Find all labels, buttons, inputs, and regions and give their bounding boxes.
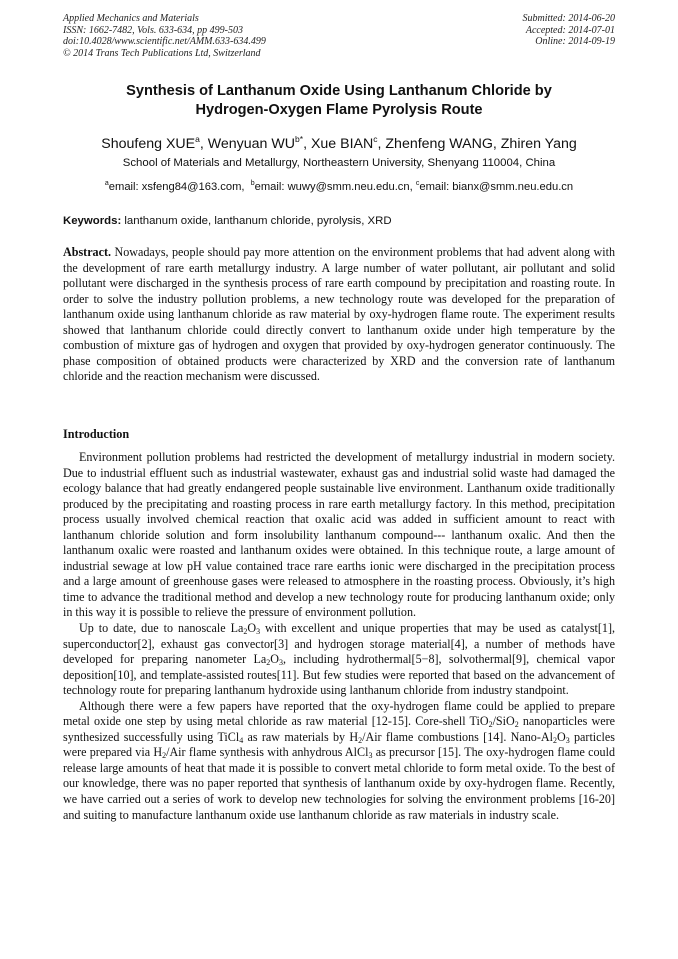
- subscript: 2: [514, 720, 519, 730]
- text-run: O: [247, 621, 257, 636]
- abstract-label: Abstract.: [63, 245, 112, 259]
- text-run: particles were prepared via H: [63, 729, 615, 760]
- author-1-mark: a: [195, 134, 200, 144]
- authors-rest: , Zhenfeng WANG, Zhiren Yang: [377, 136, 577, 152]
- subscript: 2: [266, 658, 271, 668]
- email-b-mark: b: [250, 180, 255, 187]
- author-2: , Wenyuan WU: [199, 136, 296, 152]
- text-run: O: [556, 729, 566, 744]
- journal-copyright: © 2014 Trans Tech Publications Ltd, Switzerland: [63, 47, 261, 59]
- subscript: 3: [256, 627, 261, 637]
- subscript: 3: [368, 751, 373, 761]
- text-run: with excellent and unique properties that may be used as catalyst[1], superconductor[2], exhaust gas convector[3] and hydrogen storage material[4], a number of methods have developed for preparing nanometer La: [63, 621, 616, 667]
- date-accepted: Accepted: 2014-07-01: [525, 24, 615, 36]
- abstract-text: Nowadays, people should pay more attention on the environment problems that had advent along with the development of rare earth metallurgy industry. A large number of water pollutant, air pollutant and solid pollutant were discharged in the synthesis process of rare earth compound by precipitation and roasting route. In order to solve the industry pollution problems, a new technology route was developed for the preparation of lanthanum oxide using lanthanum chloride as raw material by oxy-hydrogen flame route. The experiment results showed that lanthanum chloride could directly convert to lanthanum oxide under high temperature by the combustion of mixture gas of hydrogen and oxygen that provided by oxy-hydrogen generator continuously. The phase composition of obtained products were characterized by XRD and the conversion rate of lanthanum chloride and the reaction mechanism were discussed.: [63, 245, 615, 384]
- text-run: as raw materials by H: [243, 729, 359, 744]
- intro-paragraph-3: [63, 699, 615, 823]
- text-run: O: [270, 652, 280, 667]
- subscript: 2: [243, 627, 248, 637]
- text-run: /SiO: [492, 714, 515, 729]
- author-list: [63, 130, 615, 153]
- journal-issn: ISSN: 1662-7482, Vols. 633-634, pp 499-503: [63, 24, 243, 36]
- abstract: [63, 245, 615, 385]
- subscript: 2: [488, 720, 493, 730]
- paper-title: [63, 82, 615, 119]
- email-c-mark: c: [415, 180, 420, 187]
- paper-title-line-2: Hydrogen-Oxygen Flame Pyrolysis Route: [195, 101, 483, 118]
- email-b: email: wuwy@smm.neu.edu.cn,: [254, 181, 413, 193]
- affiliation: School of Materials and Metallurgy, Northeastern University, Shenyang 110004, China: [122, 157, 556, 169]
- text-run: /Air flame combustions [14]. Nano-Al: [362, 729, 553, 744]
- text-run: /Air flame synthesis with anhydrous AlCl: [166, 745, 369, 760]
- keywords-label: Keywords:: [63, 215, 122, 227]
- intro-paragraph-1: Environment pollution problems had restricted the development of metallurgy industrial in modern society. Due to industrial effluent such as industrial wastewater, exhaust gas and industrial solid waste had damaged the ecology balance that had greatly endangered people sustainable live environment. Lanthanum oxide traditionally produced by the precipitating and roasting process in rare earth metallurgy factory. In this method, precipitation process usually involved chemical reaction that oxalic acid was added in sufficient amount to react with lanthanum chloride solution and form insolubility lanthanum compound--- lanthanum oxalic. And then the lanthanum oxalic were roasted and lanthanum oxides were obtained. In this technique route, a large amount of industrial sewage at low pH value contained trace rare earths ionic were discharged in the precipitation process and a large amount of greenhouse gases were released to atmosphere in the roasting process. Obviously, it’s high time to advance the traditional method and develop a new technology route for producing lanthanum oxide; only in this way it is possible to relieve the pressure of environment pollution.: [63, 450, 615, 620]
- text-run: Up to date, due to nanoscale La: [79, 621, 244, 636]
- email-c: email: bianx@smm.neu.edu.cn: [419, 181, 574, 193]
- journal-name: Applied Mechanics and Materials: [63, 13, 199, 24]
- author-3-mark: c: [373, 134, 378, 144]
- text-run: nanoparticles were synthesized successfully using TiCl: [63, 714, 615, 744]
- text-run: Although there were a few papers have reported that the oxy-hydrogen flame could be applied to prepare metal oxide one step by using metal chloride as raw material [12-15]. Core-shell TiO: [63, 698, 615, 729]
- author-1: Shoufeng XUE: [101, 136, 196, 152]
- journal-info: [63, 13, 266, 59]
- text-run: , including hydrothermal[5−8], solvothermal[9], chemical vapor deposition[10], and template-assisted routes[11]. But few studies were reported that based on the advancement of technology route for preparing lanthanum hydroxide using lanthanum chloride from industry standpoint.: [63, 652, 615, 698]
- submission-dates: [523, 13, 616, 48]
- text-run: as precursor [15]. The oxy-hydrogen flame could release large amounts of heat that made it is possible to convert metal chloride to form metal oxide. To the best of our knowledge, there was no paper reported that synthesis of lanthanum oxide by oxy-hydrogen flame. Recently, we have carried out a series of work to develop new technologies for solving the environment problems [16-20] and suiting to manufacture lanthanum oxide use lanthanum chloride as raw materials in industry scale.: [63, 745, 616, 822]
- author-3: , Xue BIAN: [303, 136, 374, 152]
- introduction-body: [63, 450, 615, 823]
- intro-paragraph-2: [63, 621, 615, 699]
- subscript: 2: [162, 751, 167, 761]
- subscript: 2: [358, 735, 363, 745]
- journal-doi: doi:10.4028/www.scientific.net/AMM.633-634.499: [63, 36, 266, 48]
- paper-title-line-1: Synthesis of Lanthanum Oxide Using Lanthanum Chloride by: [126, 83, 552, 99]
- date-online: Online: 2014-09-19: [535, 36, 615, 48]
- email-a-mark: a: [104, 180, 109, 187]
- keywords: [63, 214, 615, 228]
- section-heading-introduction: Introduction: [63, 427, 130, 441]
- email-a: email: xsfeng84@163.com,: [108, 181, 245, 193]
- subscript: 2: [552, 735, 557, 745]
- subscript: 3: [279, 658, 284, 668]
- subscript: 3: [565, 735, 570, 745]
- date-submitted: Submitted: 2014-06-20: [522, 13, 615, 24]
- author-2-mark: b*: [295, 134, 304, 144]
- subscript: 4: [239, 735, 244, 745]
- author-emails: [63, 177, 615, 194]
- keywords-text: lanthanum oxide, lanthanum chloride, pyrolysis, XRD: [121, 215, 392, 227]
